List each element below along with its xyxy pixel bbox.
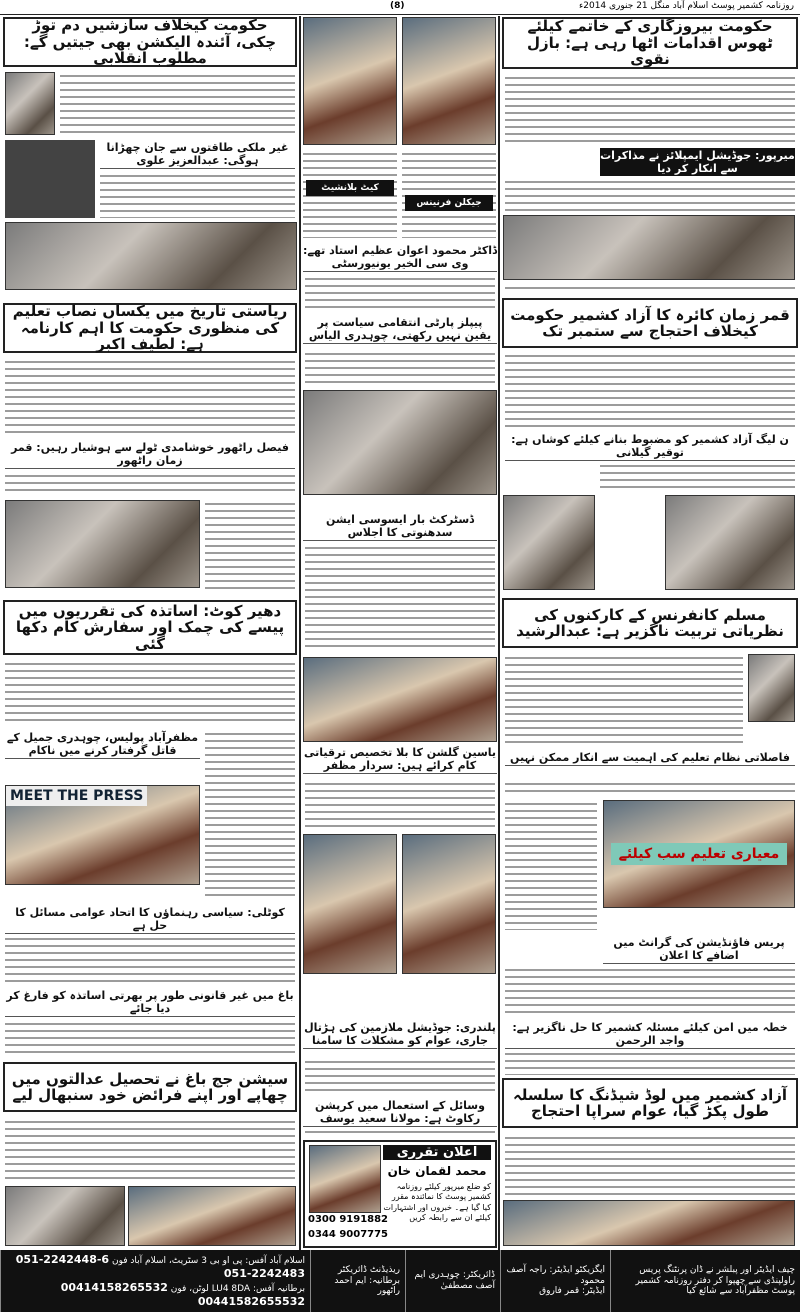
column-divider [498,16,500,1250]
photo-caption [505,284,795,294]
subheadline: پیپلز پارٹی انتقامی سیاست پر یقین نہیں رکھتی، چوہدری الیاس [303,315,497,344]
photo-label: کیٹ بلانشیٹ [306,180,394,196]
uk-fax: 00441582655532 [197,1294,305,1308]
exec-editor: ایگزیکٹو ایڈیٹر: راجہ آصف محمود [506,1264,605,1286]
news-photo [128,1186,296,1246]
article-box [5,140,95,218]
article-text [305,1058,495,1094]
article-text [505,654,743,746]
news-photo [5,222,297,290]
subheadline: ڈاکٹر محمود اعوان عظیم استاد تھے: وی سی الخیر یونیورسٹی [303,243,497,272]
headline: دھیر کوٹ: اساتذہ کی تقرریوں میں پیسے کی چمک اور سفارش کام دکھا گئی [3,600,297,655]
subheadline: فیصل راٹھور خوشامدی ٹولے سے ہوشیار رہیں: قمر زمان راٹھور [5,440,295,469]
article-text [305,780,495,830]
column-divider [299,16,301,1250]
article-text [505,352,795,428]
article-text [5,1118,295,1182]
article-text [402,150,496,238]
article-text [100,172,295,218]
celebrity-photo [303,834,397,974]
article-text [505,178,795,213]
subheadline: غیر ملکی طاقتوں سے جان چھڑانا ہوگی: عبدالعزیز علوی [100,140,295,169]
photo-banner: MEET THE PRESS [6,786,147,806]
ad-body: کو ضلع میرپور کیلئے روزنامہ کشمیر پوسٹ کا نمائندہ مقرر کیا گیا ہے۔ خبروں اور اشتہارات کیلئے ان سے رابطہ کریں [383,1182,491,1223]
news-photo [665,495,795,590]
ad-phone: 0344 9007775 [308,1229,389,1240]
headline: سیشن جج باغ نے تحصیل عدالتوں میں چھاپے اور اپنے فرائض خود سنبھال لیے [3,1062,297,1112]
editors [500,1250,610,1312]
article-text [600,462,795,492]
ad-title: اعلان تقرری [383,1145,491,1160]
subheadline: پریس فاؤنڈیشن کی گرانٹ میں اضافے کا اعلان [603,935,795,964]
headline: مسلم کانفرنس کے کارکنوں کی نظریاتی تربیت ناگزیر ہے: عبدالرشید [502,598,798,648]
appointment-ad [303,1140,497,1248]
portrait-photo [748,654,795,722]
news-photo [5,500,200,588]
headline: آزاد کشمیر میں لوڈ شیڈنگ کا سلسلہ طول پکڑ گیا، عوام سراپا احتجاج [502,1078,798,1128]
news-photo [5,785,200,885]
news-photo [503,215,795,280]
news-photo [303,390,497,495]
publisher-line: چیف ایڈیٹر اور پبلشر نے ڈان پرنٹنگ پریس راولپنڈی سے چھپوا کر دفتر روزنامہ کشمیر پوسٹ مظفرآباد سے شائع کیا [610,1250,800,1312]
news-photo [303,657,497,742]
article-text [205,500,295,590]
article-text [505,1134,795,1196]
islamabad-office: اسلام آباد آفس: پی او بی 3 سٹریٹ، اسلام آباد فون [111,1256,305,1267]
news-photo [603,800,795,908]
news-photo [503,1200,795,1246]
subheadline: فاصلاتی نظام تعلیم کی اہمیت سے انکار ممکن نہیں [505,750,795,766]
headline: حکومت کیخلاف سازشیں دم توڑ چکی، آئندہ الیکشن بھی جیتیں گے: مطلوب انقلابی [3,17,297,67]
ad-phone: 0300 9191882 [308,1214,389,1225]
article-text [305,275,495,311]
article-text [5,660,295,725]
headline: ریاستی تاریخ میں یکساں نصاب تعلیم کی منظوری حکومت کا اہم کارنامہ ہے: لطیف اکبر [3,303,297,353]
headline: حکومت بیروزگاری کے خاتمے کیلئے ٹھوس اقدامات اٹھا رہی ہے: بازل نقوی [502,17,798,69]
headline: قمر زمان کائرہ کا آزاد کشمیر حکومت کیخلاف احتجاج سے ستمبر تک [502,298,798,348]
editor: ایڈیٹر: قمر فاروق [539,1286,605,1297]
page-number: (8) [390,1,405,11]
celebrity-photo [402,17,496,145]
photo-label: جیکلن فرنینس [405,195,493,211]
subheadline: یاسین گلشن کا بلا تخصیص ترقیاتی کام کرائے ہیں: سردار مظفر [303,745,497,774]
article-text [505,74,795,144]
subheadline: باغ میں غیر قانونی طور پر بھرتی اساتذہ کو فارغ کر دیا جائے [5,988,295,1017]
subheadline: ن لیگ آزاد کشمیر کو مضبوط بنانے کیلئے کوشاں ہے: توقیر گیلانی [505,432,795,461]
islamabad-fax: 051-2242483 [223,1267,305,1281]
contact-info [0,1250,310,1312]
article-text [205,730,295,900]
article-text [505,966,795,1016]
director: ڈائریکٹر: چوہدری ایم آصف مصطفیٰ [405,1250,500,1312]
celebrity-photo [402,834,496,974]
subheadline: وسائل کے استعمال میں کرپشن رکاوٹ ہے: مولانا سعید یوسف [303,1098,497,1127]
date-line: روزنامہ کشمیر پوسٹ اسلام آباد منگل 21 جنوری 2014ء [579,1,794,11]
article-text [60,72,295,135]
article-text [305,350,495,386]
news-photo [503,495,595,590]
celebrity-photo [303,17,397,145]
article-text [5,472,295,496]
portrait-photo [5,72,55,135]
article-text [305,544,495,652]
subheadline: پلندری: جوڈیشل ملازمین کی ہڑتال جاری، عوام کو مشکلات کا سامنا [303,1020,497,1049]
article-text [305,1128,495,1137]
article-text [5,358,295,436]
article-text [5,935,295,985]
uk-phone: 00414158265532 [60,1281,168,1294]
subheadline: خطہ میں امن کیلئے مسئلہ کشمیر کا حل ناگزیر ہے: واجد الرحمن [505,1020,795,1049]
article-text [505,1050,795,1075]
subheadline: ڈسٹرکٹ بار ایسوسی ایشن سدھنوتی کا اجلاس [303,512,497,541]
article-text [505,780,795,796]
ad-name: محمد لقمان خان [387,1164,487,1178]
news-photo [5,1186,125,1246]
imprint-footer [0,1250,800,1312]
photo-banner: معیاری تعلیم سب کیلئے [611,843,788,865]
subheadline: مظفرآباد پولیس، چوہدری جمیل کے قاتل گرفتار کرنے میں ناکام [5,730,200,759]
article-text [505,800,597,930]
subheadline: کوٹلی: سیاسی رہنماؤں کا اتحاد عوامی مسائل کا حل ہے [5,905,295,934]
uk-office: برطانیہ آفس: LU4 8DA لوٹن، فون [170,1284,305,1294]
portrait-photo [309,1145,381,1213]
resident-director: ریذیڈنٹ ڈائریکٹر برطانیہ: ایم احمد راٹھور [310,1250,405,1312]
article-text [5,1020,295,1058]
islamabad-phone: 051-2242448-6 [15,1253,110,1267]
divider [0,14,800,15]
subheadline: میرپور: جوڈیشل ایمپلائز نے مذاکرات سے انکار کر دیا [600,149,795,176]
